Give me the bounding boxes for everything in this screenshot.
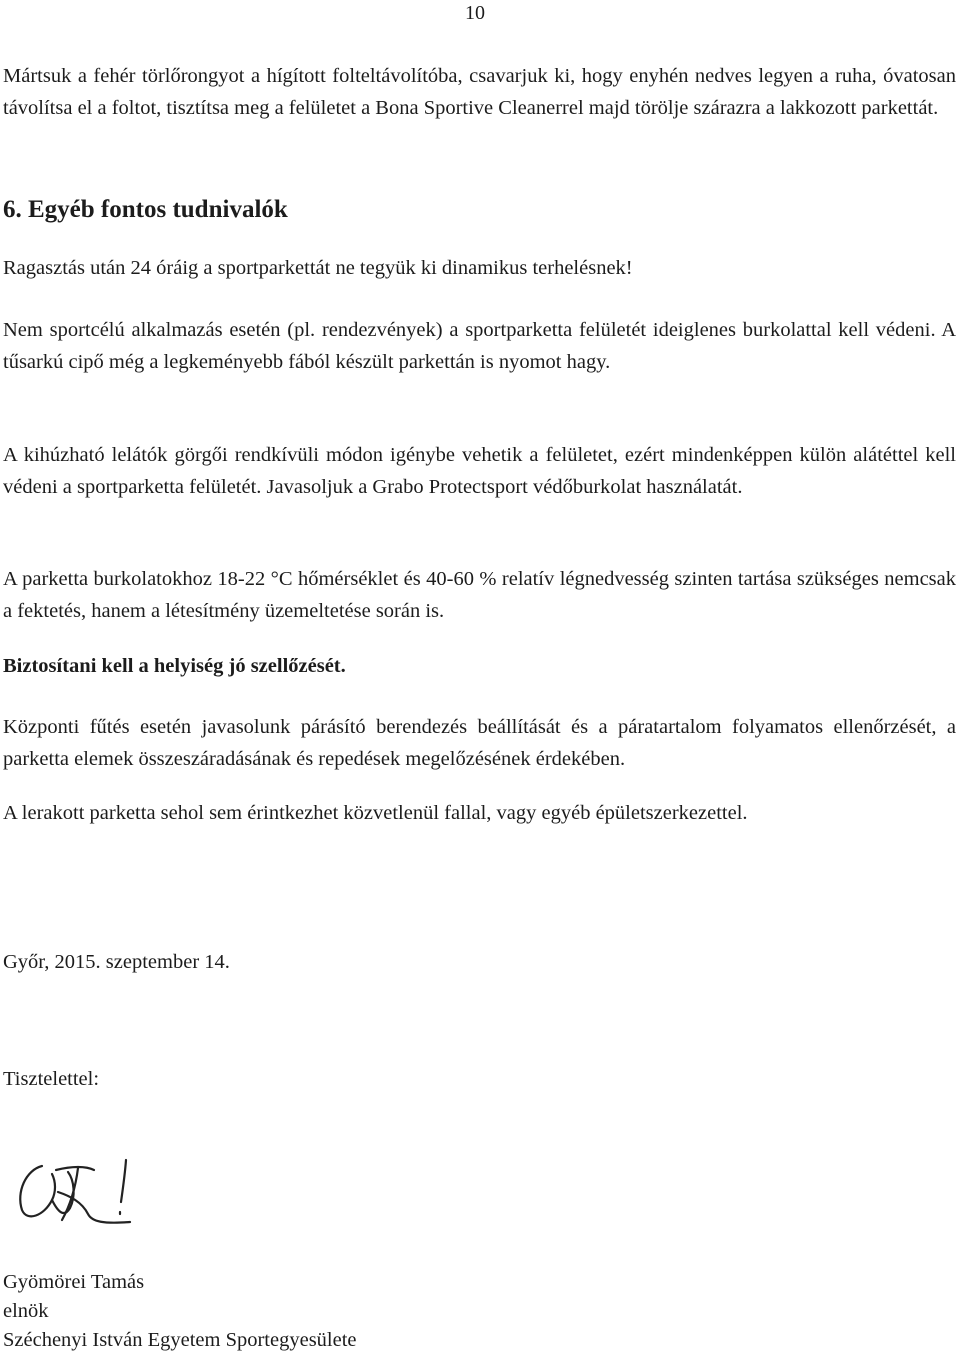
signer-name: Gyömörei Tamás [3,1271,145,1293]
page-number: 10 [465,2,485,24]
greeting: Tisztelettel: [3,1068,100,1090]
paragraph-non-sport-use: Nem sportcélú alkalmazás esetén (pl. rendezvények) a sportparketta felületét ideiglenes burkolattal kell védeni. A tűsarkú cipő még a legkeményebb fából készült parkettán is nyomot hagy. [3,319,956,373]
signature-stroke [121,1160,126,1202]
paragraph-ventilation: Biztosítani kell a helyiség jó szellőzését. [3,655,346,677]
place-date: Győr, 2015. szeptember 14. [3,951,230,973]
paragraph-wall-contact: A lerakott parketta sehol sem érintkezhet közvetlenül fallal, vagy egyéb épületszerkezettel. [3,802,748,824]
signature-stroke [20,1166,55,1216]
organization-name: Széchenyi István Egyetem Sportegyesülete [3,1329,357,1351]
paragraph-bleachers: A kihúzható lelátók görgői rendkívüli módon igénybe vehetik a felületet, ezért mindenképpen külön alátéttel kell védeni a sportparketta felületét. Javasoljuk a Grabo Protectsport védőburkolat használatát. [3,444,956,498]
paragraph-climate: A parketta burkolatokhoz 18-22 °C hőmérséklet és 40-60 % relatív légnedvesség szinten tartása szükséges nemcsak a fektetés, hanem a létesítmény üzemeltetése során is. [3,568,956,622]
signature-stroke [56,1167,94,1170]
signer-title: elnök [3,1300,49,1322]
signature-block [3,1268,357,1355]
paragraph-stain-removal: Mártsuk a fehér törlőrongyot a hígított folteltávolítóba, csavarjuk ki, hogy enyhén nedves legyen a ruha, óvatosan távolítsa el a foltot, tisztítsa meg a felületet a Bona Sportive Cleanerrel majd törölje szárazra a lakkozott parkettát. [3,65,956,119]
section-heading: 6. Egyéb fontos tudnivalók [3,196,288,223]
paragraph-heating-humidity: Központi fűtés esetén javasolunk párásító berendezés beállítását és a páratartalom folyamatos ellenőrzését, a parketta elemek összeszáradásának és repedések megelőzésének érdekében. [3,716,956,770]
paragraph-gluing-load: Ragasztás után 24 óráig a sportparkettát ne tegyük ki dinamikus terhelésnek! [3,257,633,279]
handwritten-signature [12,1152,142,1234]
